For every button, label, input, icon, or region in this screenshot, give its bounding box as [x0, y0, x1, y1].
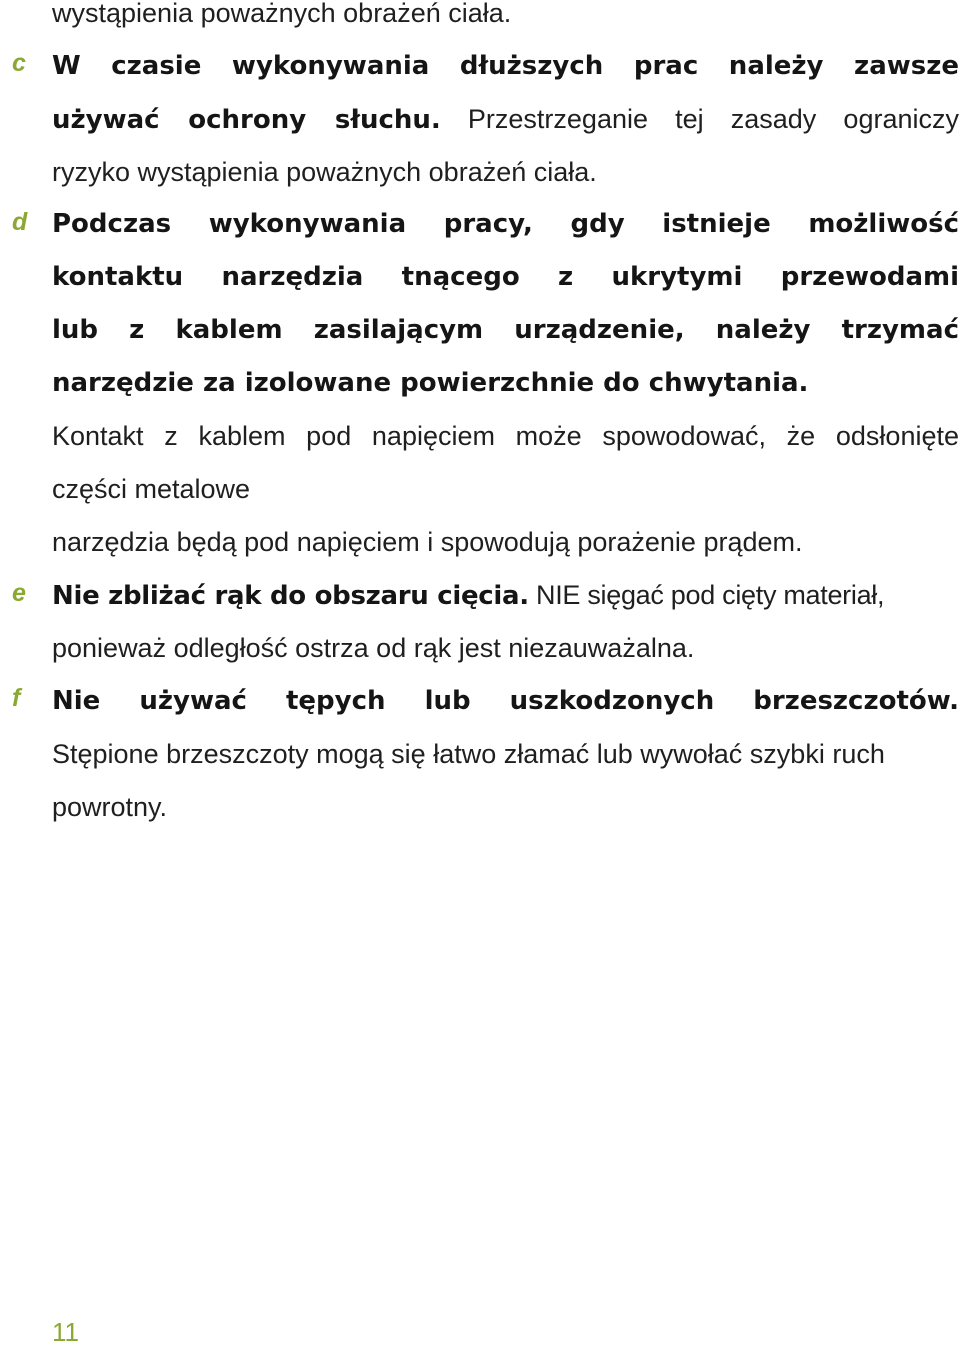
item-e-bold-line-1: Nie zbliżać rąk do obszaru cięcia.: [52, 581, 529, 611]
item-c-text-line-2: ryzyko wystąpienia poważnych obrażeń ciała.: [52, 157, 597, 187]
intro-fragment: wystąpienia poważnych obrażeń ciała.: [52, 0, 512, 28]
item-c-line-2: [52, 101, 959, 138]
item-marker-e: e: [12, 579, 26, 607]
item-marker-c: c: [12, 49, 26, 77]
item-d-bold-line-4: narzędzie za izolowane powierzchnie do chwytania.: [52, 368, 809, 398]
item-e-text-line-2: ponieważ odległość ostrza od rąk jest niezauważalna.: [52, 633, 695, 663]
item-marker-d: d: [12, 208, 28, 236]
item-d-text-line-1: Kontakt z kablem pod napięciem może spowodować, że odsłonięte: [52, 421, 959, 451]
item-c-bold-line-2: używać ochrony słuchu.: [52, 105, 441, 135]
item-f-bold-line-1: Nie używać tępych lub uszkodzonych brzeszczotów.: [52, 686, 959, 716]
item-e-text-line-1: NIE sięgać pod cięty materiał,: [536, 580, 885, 610]
item-d-bold-line-1: Podczas wykonywania pracy, gdy istnieje możliwość: [52, 209, 959, 239]
item-f-text-line-2: powrotny.: [52, 792, 168, 822]
item-d-text-line-3: narzędzia będą pod napięciem i spowodują porażenie prądem.: [52, 527, 803, 557]
item-marker-f: f: [12, 684, 21, 712]
item-f-text-line-1: Stępione brzeszczoty mogą się łatwo złamać lub wywołać szybki ruch: [52, 739, 885, 769]
item-d-bold-line-2: kontaktu narzędzia tnącego z ukrytymi przewodami: [52, 262, 959, 292]
item-e-line-1: [52, 577, 959, 614]
item-c-bold-line-1: W czasie wykonywania dłuższych prac należy zawsze: [52, 51, 959, 81]
item-d-bold-line-3: lub z kablem zasilającym urządzenie, należy trzymać: [52, 315, 959, 345]
page-number: 11: [52, 1317, 79, 1347]
item-d-text-line-2: części metalowe: [52, 474, 251, 504]
item-c-text-line-1: Przestrzeganie tej zasady ograniczy: [467, 104, 959, 134]
